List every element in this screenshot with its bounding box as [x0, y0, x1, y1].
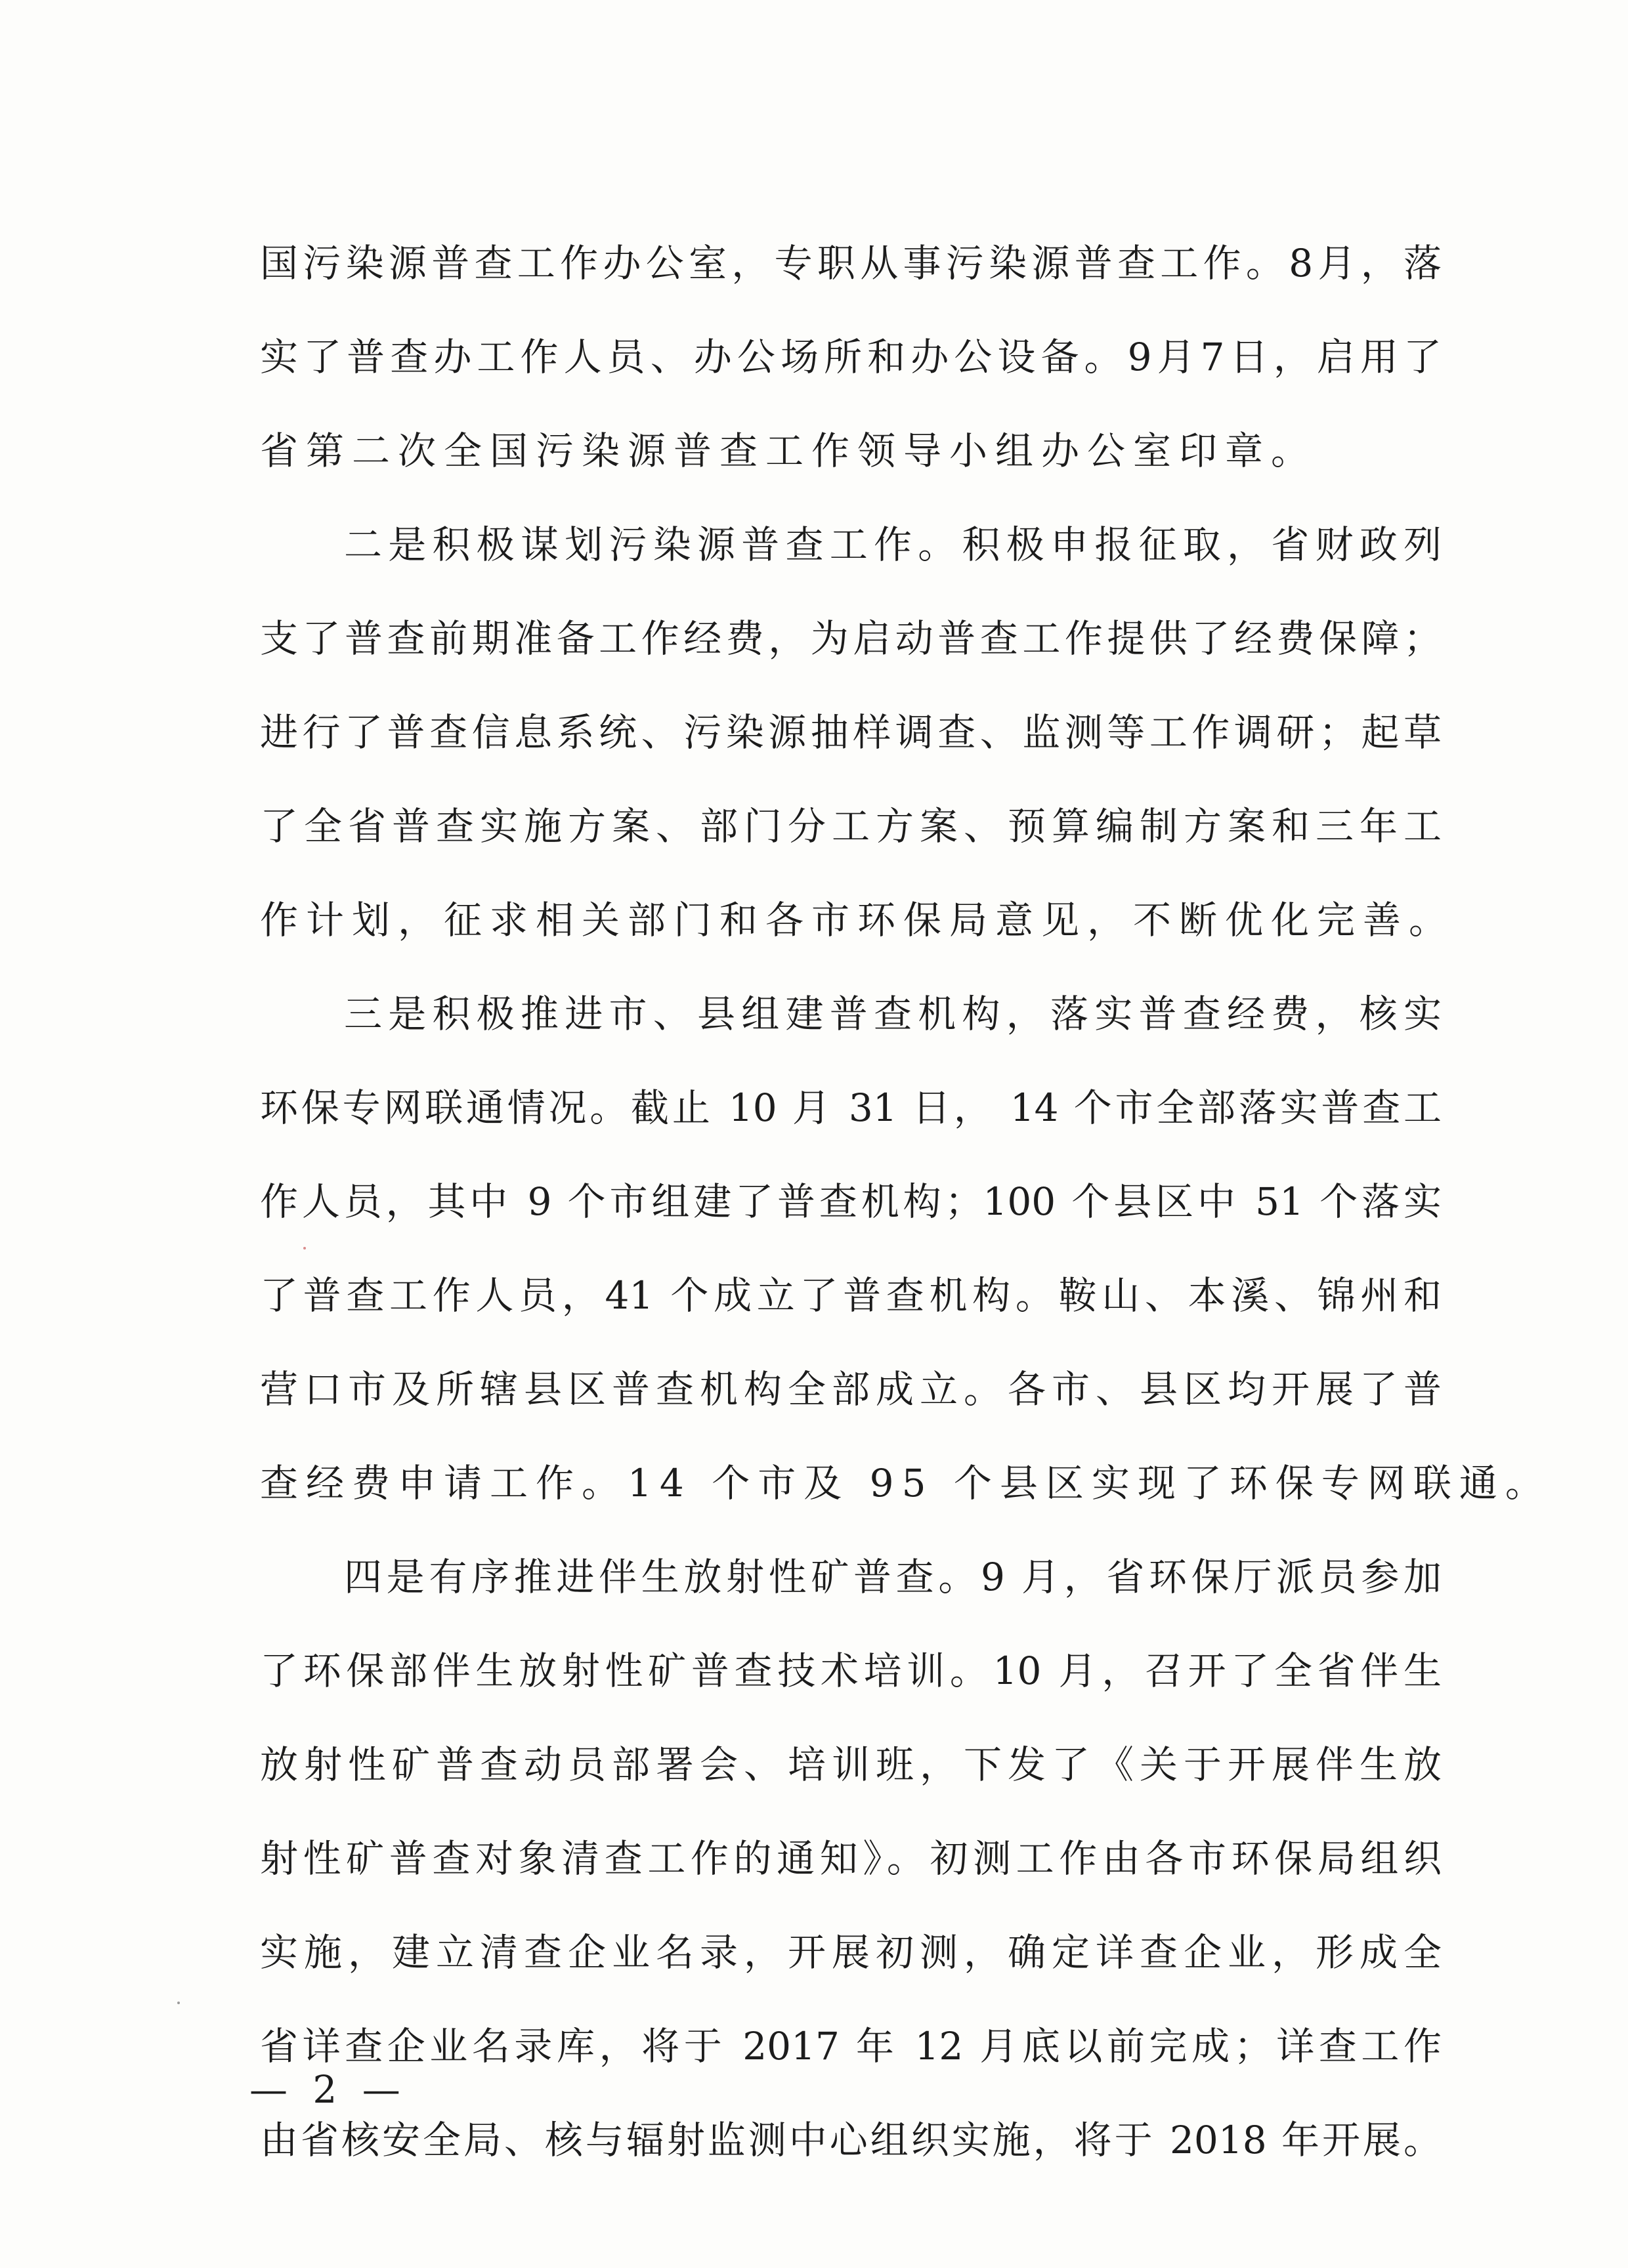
text-line: 了普查工作人员，41 个成立了普查机构。鞍山、本溪、锦州和: [260, 1273, 1442, 1318]
text-line: 四是有序推进伴生放射性矿普查。9 月，省环保厅派员参加: [344, 1555, 1442, 1599]
text-line: 实施，建立清查企业名录，开展初测，确定详查企业，形成全: [260, 1930, 1442, 1975]
text-line: 二是积极谋划污染源普查工作。积极申报征取，省财政列: [344, 522, 1442, 567]
scan-speck: [177, 2002, 180, 2004]
text-line: 放射性矿普查动员部署会、培训班，下发了《关于开展伴生放: [260, 1742, 1442, 1787]
text-line: 了全省普查实施方案、部门分工方案、预算编制方案和三年工: [260, 804, 1442, 849]
text-line: 作人员，其中 9 个市组建了普查机构；100 个县区中 51 个落实: [260, 1179, 1442, 1224]
text-line: 实了普查办工作人员、办公场所和办公设备。9月7日，启用了: [260, 335, 1442, 379]
text-line: 作计划，征求相关部门和各市环保局意见，不断优化完善。: [260, 898, 1455, 942]
text-line: 射性矿普查对象清查工作的通知》。初测工作由各市环保局组织: [260, 1836, 1442, 1881]
body-text: [260, 217, 1551, 2187]
text-line: 环保专网联通情况。截止 10 月 31 日， 14 个市全部落实普查工: [260, 1085, 1442, 1130]
text-line: 营口市及所辖县区普查机构全部成立。各市、县区均开展了普: [260, 1367, 1442, 1412]
page-number: — 2 —: [249, 2067, 407, 2112]
text-line: 三是积极推进市、县组建普查机构，落实普查经费，核实: [344, 992, 1442, 1036]
text-line: 省第二次全国污染源普查工作领导小组办公室印章。: [260, 429, 1317, 473]
scan-speck: [303, 1247, 306, 1250]
text-line: 由省核安全局、核与辐射监测中心组织实施，将于 2018 年开展。: [260, 2118, 1442, 2162]
text-line: 进行了普查信息系统、污染源抽样调查、监测等工作调研；起草: [260, 710, 1442, 755]
text-line: 查经费申请工作。14 个市及 95 个县区实现了环保专网联通。: [260, 1461, 1551, 1505]
text-line: 国污染源普查工作办公室，专职从事污染源普查工作。8月，落: [260, 241, 1442, 285]
text-line: 了环保部伴生放射性矿普查技术培训。10 月，召开了全省伴生: [260, 1648, 1442, 1693]
text-line: 省详查企业名录库，将于 2017 年 12 月底以前完成；详查工作: [260, 2024, 1442, 2068]
text-line: 支了普查前期准备工作经费，为启动普查工作提供了经费保障；: [260, 616, 1442, 661]
